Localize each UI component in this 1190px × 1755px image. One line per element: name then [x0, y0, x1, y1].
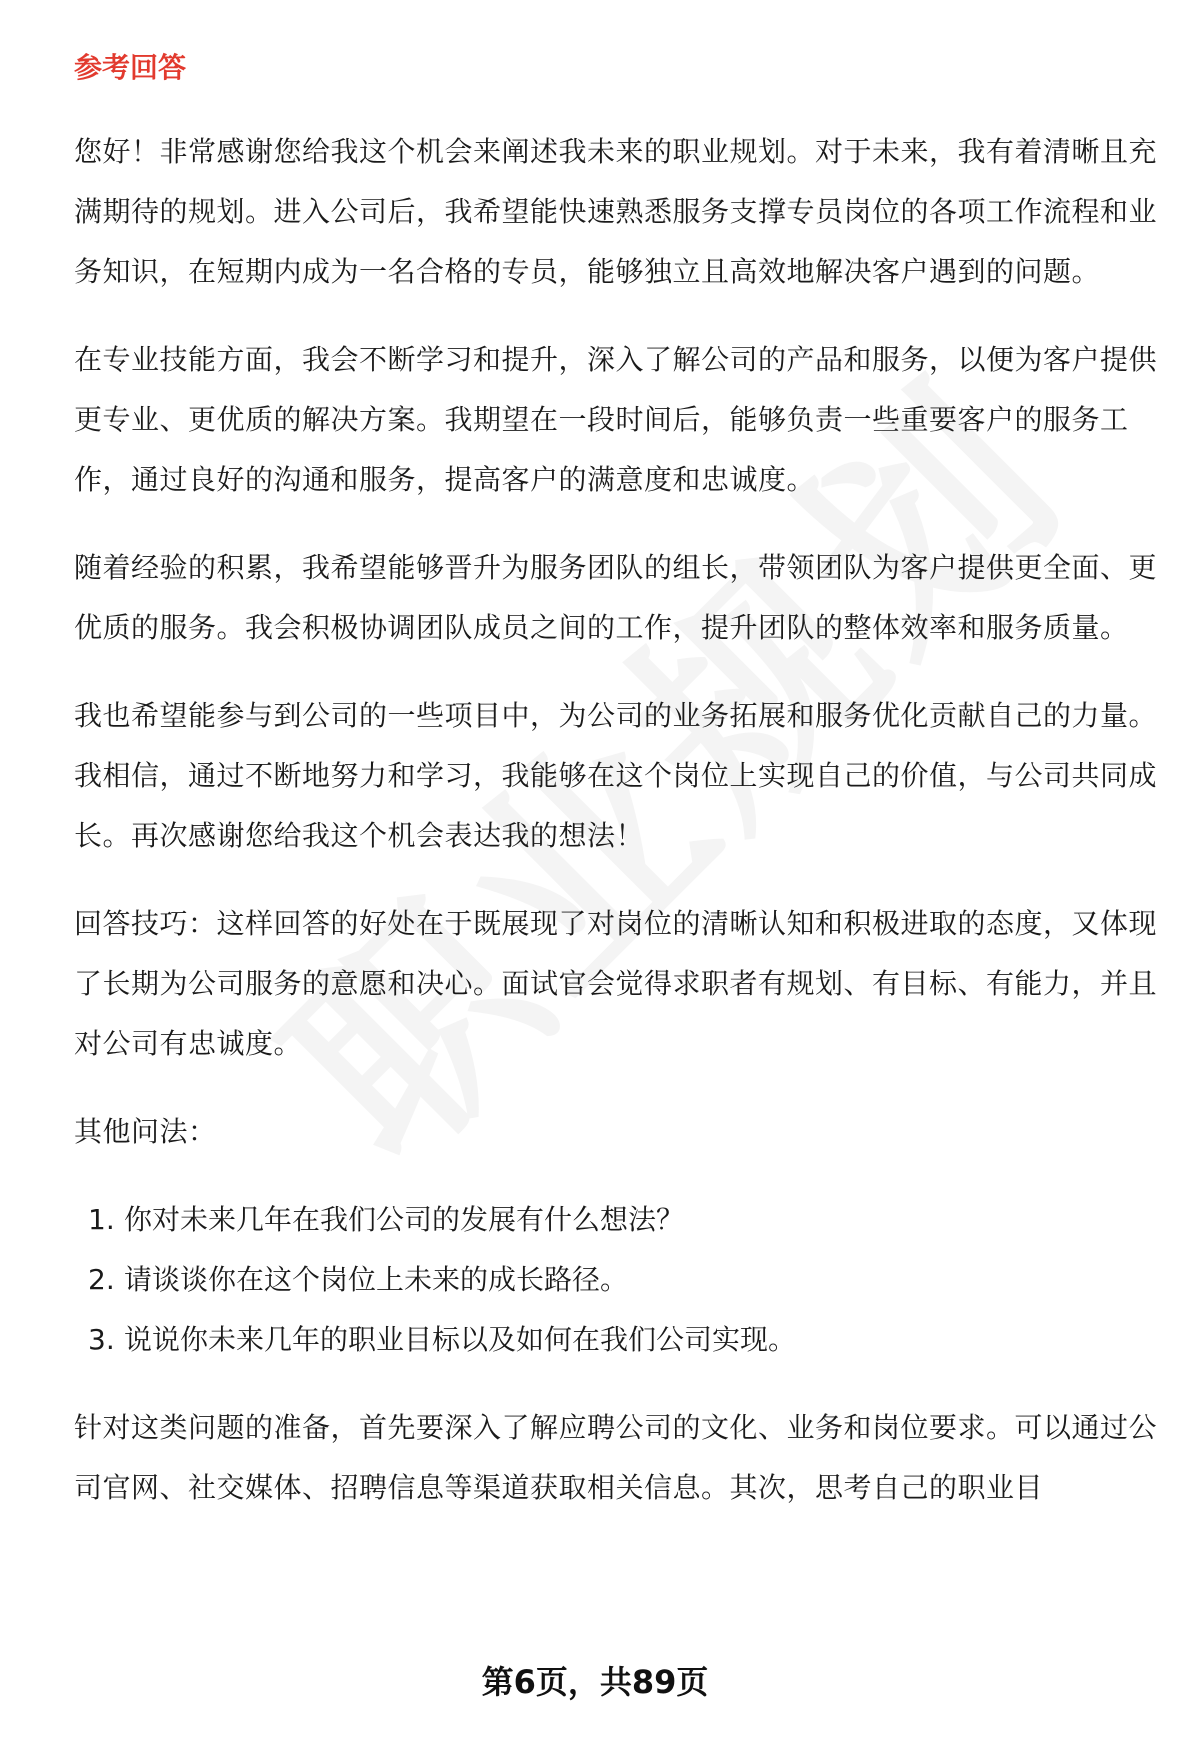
list-item-number: 2. — [88, 1263, 115, 1296]
list-item — [74, 1250, 1174, 1310]
content-area — [74, 48, 1174, 1546]
list-item-text: 你对未来几年在我们公司的发展有什么想法？ — [124, 1203, 685, 1236]
paragraph-projects: 我也希望能参与到公司的一些项目中，为公司的业务拓展和服务优化贡献自己的力量。我相信，通过不断地努力和学习，我能够在这个岗位上实现自己的价值，与公司共同成长。再次感谢您给我这个机会表达我的想法！ — [74, 699, 1158, 852]
paragraph-intro: 您好！非常感谢您给我这个机会来阐述我未来的职业规划。对于未来，我有着清晰且充满期待的规划。进入公司后，我希望能快速熟悉服务支撑专员岗位的各项工作流程和业务知识，在短期内成为一名合格的专员，能够独立且高效地解决客户遇到的问题。 — [74, 135, 1158, 288]
list-item-number: 1. — [88, 1203, 115, 1236]
list-item-number: 3. — [88, 1323, 115, 1356]
list-item-text: 请谈谈你在这个岗位上未来的成长路径。 — [124, 1263, 629, 1296]
other-questions-list — [74, 1190, 1174, 1370]
list-item — [74, 1310, 1174, 1370]
paragraph-tips: 回答技巧：这样回答的好处在于既展现了对岗位的清晰认知和积极进取的态度，又体现了长期为公司服务的意愿和决心。面试官会觉得求职者有规划、有目标、有能力，并且对公司有忠诚度。 — [74, 907, 1158, 1060]
paragraph-closing: 针对这类问题的准备，首先要深入了解应聘公司的文化、业务和岗位要求。可以通过公司官网、社交媒体、招聘信息等渠道获取相关信息。其次，思考自己的职业目 — [74, 1411, 1158, 1504]
paragraph-promotion: 随着经验的积累，我希望能够晋升为服务团队的组长，带领团队为客户提供更全面、更优质的服务。我会积极协调团队成员之间的工作，提升团队的整体效率和服务质量。 — [74, 551, 1158, 644]
page-number-footer: 第6页，共89页 — [481, 1663, 709, 1701]
paragraph-other-questions-label: 其他问法： — [74, 1115, 217, 1148]
list-item-text: 说说你未来几年的职业目标以及如何在我们公司实现。 — [124, 1323, 797, 1356]
list-item — [74, 1190, 1174, 1250]
paragraph-skills: 在专业技能方面，我会不断学习和提升，深入了解公司的产品和服务，以便为客户提供更专业、更优质的解决方案。我期望在一段时间后，能够负责一些重要客户的服务工作，通过良好的沟通和服务，提高客户的满意度和忠诚度。 — [74, 343, 1158, 496]
section-heading: 参考回答 — [74, 51, 187, 84]
